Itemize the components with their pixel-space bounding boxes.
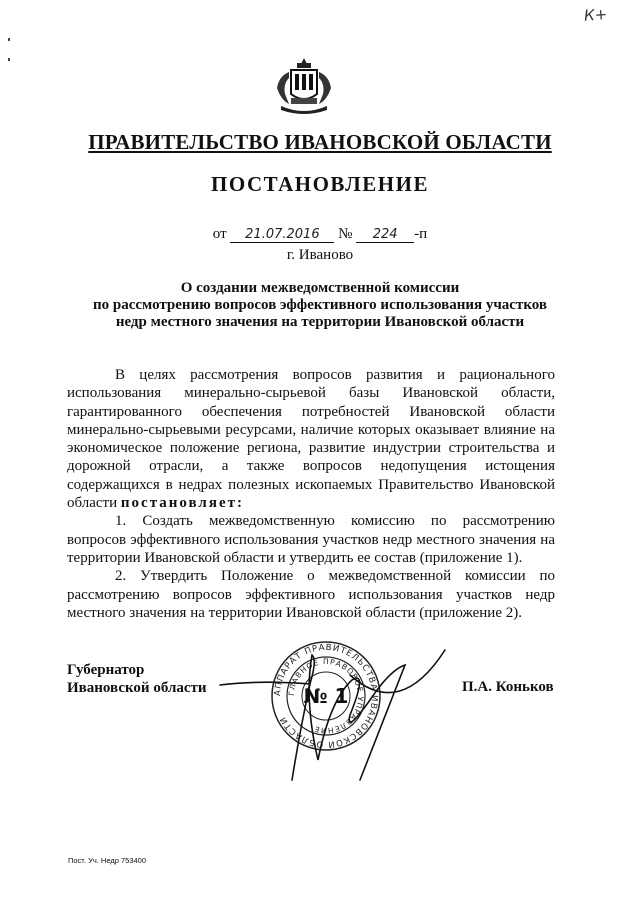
resolution-item-1: 1. Создать межведомственную комиссию по рассмотрению вопросов эффективного использования участков недр местного значения на территории Ивановской области и утвердить ее состав (приложение 1). xyxy=(67,513,555,566)
preamble-paragraph xyxy=(67,366,555,512)
date-line xyxy=(0,226,640,243)
corner-handwritten-mark: К+ xyxy=(583,5,608,25)
resolution-item-2: 2. Утвердить Положение о межведомственной комиссии по рассмотрению вопросов эффективного использования участков недр местного значения на территории Ивановской области (приложение 2). xyxy=(67,568,555,621)
position-line: Ивановской области xyxy=(67,680,207,696)
resolves-colon: : xyxy=(237,495,242,512)
document-date: 21.07.2016 xyxy=(230,227,334,243)
margin-mark xyxy=(8,58,10,61)
stamp-number: № 1 xyxy=(303,684,349,708)
signatory-name: П.А. Коньков xyxy=(462,679,554,695)
position-line: Губернатор xyxy=(67,662,145,678)
resolves-word: постановляет xyxy=(120,495,237,512)
number-suffix: -п xyxy=(414,226,428,242)
document-number: 224 xyxy=(356,227,414,243)
handwritten-signature xyxy=(200,640,450,790)
government-title: ПРАВИТЕЛЬСТВО ИВАНОВСКОЙ ОБЛАСТИ xyxy=(88,130,552,154)
subject-line: О создании межведомственной комиссии xyxy=(180,280,460,296)
document-type: ПОСТАНОВЛЕНИЕ xyxy=(211,172,429,196)
margin-mark xyxy=(8,38,10,41)
coat-of-arms-icon xyxy=(271,54,337,120)
city: г. Иваново xyxy=(286,247,354,263)
stamp-inner-text: ГЛАВНОЕ ПРАВОВОЕ УПРАВЛЕНИЕ xyxy=(286,656,366,736)
signatory-position xyxy=(67,661,207,697)
preamble-text: В целях рассмотрения вопросов развития и рационального использования минерально-сырьевой базы Ивановской области, гарантированного обеспечения потребностей Ивановской области минерально-сырьевыми ресурсами, наличие которых оказывает влияние на экономическое положение региона, развитие индустрии строительства и дорожной отрасли, а также вопросов недопущения истощения содержащихся в недрах полезных ископаемых Правительство Ивановской области xyxy=(67,367,555,512)
subject-line: по рассмотрению вопросов эффективного использования участков xyxy=(93,297,547,313)
document-body xyxy=(67,366,555,622)
registration-footer: Пост. Уч. Недр 753400 xyxy=(68,856,147,865)
subject-line: недр местного значения на территории Ивановской области xyxy=(115,314,525,330)
stamp-outer-text: АППАРАТ ПРАВИТЕЛЬСТВА ИВАНОВСКОЙ ОБЛАСТИ xyxy=(272,642,380,750)
document-subject xyxy=(60,280,580,331)
number-label: № xyxy=(338,226,353,242)
date-from-label: от xyxy=(212,226,227,242)
